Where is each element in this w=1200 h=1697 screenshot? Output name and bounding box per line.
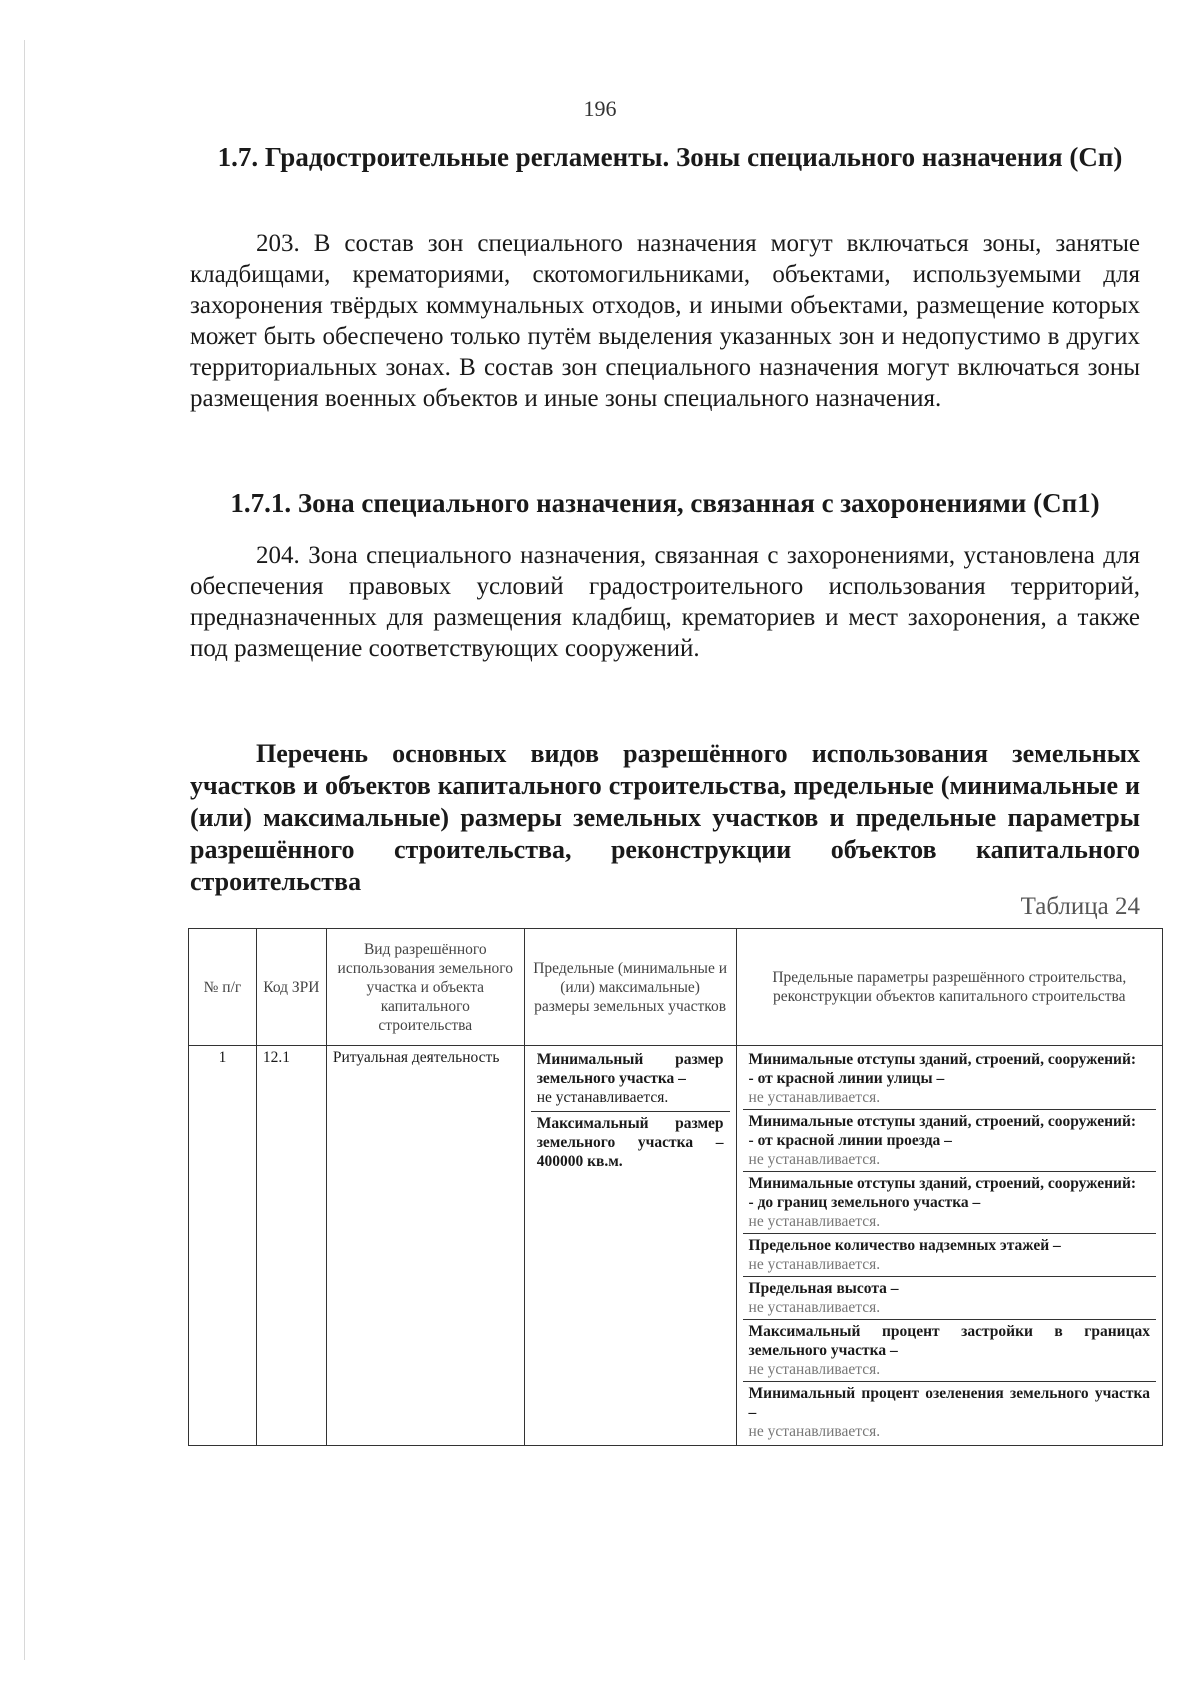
param-value: не устанавливается. [748,1256,881,1273]
param-item [743,1234,1156,1277]
param-value: не устанавливается. [748,1423,881,1440]
param-value: не устанавливается. [748,1299,881,1316]
subsection-title: 1.7.1. Зона специального назначения, связанная с захоронениями (Сп1) [230,488,1100,518]
paragraph-204 [190,540,1140,664]
max-size-label: Максимальный размер земельного участка – 400000 кв.м. [536,1115,724,1170]
list-title-text: Перечень основных видов разрешённого использования земельных участков и объектов капитального строительства, предельные (минимальные и (или) максимальные) размеры земельных участков и предельные параметры разрешённого строительства, реконструкции объектов капитального строительства [190,739,1140,896]
param-item [743,1320,1156,1382]
param-label: Минимальные отступы зданий, строений, сооружений: [748,1175,1137,1192]
param-label: Минимальный процент озеленения земельного участка – [748,1385,1150,1421]
param-label: Минимальные отступы зданий, строений, сооружений: [748,1051,1137,1068]
param-detail: - до границ земельного участка – [748,1194,981,1211]
min-size-label: Минимальный размер земельного участка – [536,1051,724,1087]
param-item [743,1048,1156,1110]
header-num: № п/г [189,929,257,1046]
page-number: 196 [583,96,617,121]
param-value: не устанавливается. [748,1361,881,1378]
paragraph-204-text: 204. Зона специального назначения, связанная с захоронениями, установлена для обеспечения правовых условий градостроительного использования территорий, предназначенных для размещения кладбищ, крематориев и мест захоронения, а также под размещение соответствующих сооружений. [190,542,1140,662]
section-title: 1.7. Градостроительные регламенты. Зоны специального назначения (Сп) [217,142,1123,172]
param-label: Предельное количество надземных этажей – [748,1237,1061,1254]
param-detail: - от красной линии проезда – [748,1132,952,1149]
list-title [190,738,1140,898]
table-caption: Таблица 24 [1020,893,1140,920]
param-item [743,1382,1156,1443]
row-use-type: Ритуальная деятельность [326,1046,524,1446]
row-num: 1 [189,1046,257,1446]
param-label: Минимальные отступы зданий, строений, сооружений: [748,1113,1137,1130]
row-code: 12.1 [256,1046,326,1446]
scan-margin-line [24,40,25,1660]
param-item [743,1110,1156,1172]
param-value: не устанавливается. [748,1089,881,1106]
regulations-table [188,928,1163,1446]
param-label: Предельная высота – [748,1280,899,1297]
param-item [743,1172,1156,1234]
header-limits: Предельные (минимальные и (или) максимальные) размеры земельных участков [524,929,736,1046]
table-header-row [189,929,1163,1046]
param-label: Максимальный процент застройки в границах земельного участка – [748,1323,1150,1359]
row-params [736,1046,1162,1446]
header-use-type: Вид разрешённого использования земельного участка и объекта капитального строительства [326,929,524,1046]
param-item [743,1277,1156,1320]
param-value: не устанавливается. [748,1213,881,1230]
max-size-block [531,1112,730,1173]
row-limits [524,1046,736,1446]
param-value: не устанавливается. [748,1151,881,1168]
header-code: Код ЗРИ [256,929,326,1046]
header-params: Предельные параметры разрешённого строительства, реконструкции объектов капитального строительства [736,929,1162,1046]
min-size-block [531,1048,730,1112]
paragraph-203 [190,228,1140,414]
table-row [189,1046,1163,1446]
min-size-value: не устанавливается. [536,1089,669,1106]
paragraph-203-text: 203. В состав зон специального назначения могут включаться зоны, занятые кладбищами, крематориями, скотомогильниками, объектами, используемыми для захоронения твёрдых коммунальных отходов, и иными объектами, размещение которых может быть обеспечено только путём выделения указанных зон и недопустимо в других территориальных зонах. В состав зон специального назначения могут включаться зоны размещения военных объектов и иные зоны специального назначения. [190,230,1140,412]
param-detail: - от красной линии улицы – [748,1070,945,1087]
